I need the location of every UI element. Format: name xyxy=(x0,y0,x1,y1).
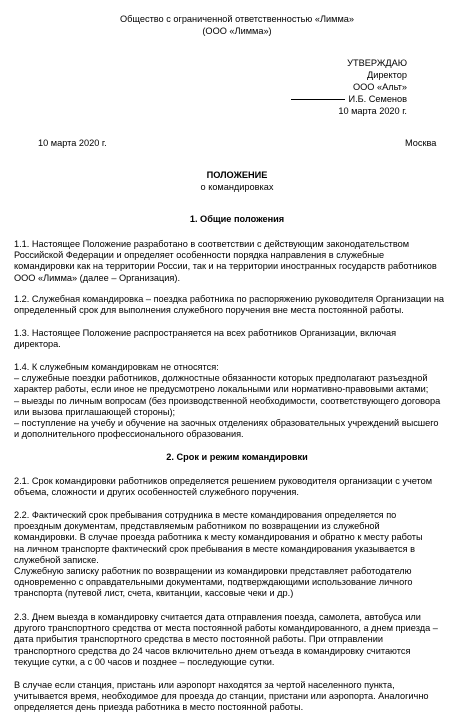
text-line: служебной записке. xyxy=(14,554,99,565)
signature-line xyxy=(291,99,345,100)
paragraph-2-1 xyxy=(14,476,461,498)
text-line: Российской Федерации и определяет особенности порядка направления в служебные xyxy=(14,250,385,261)
text-line: 2.3. Днем выезда в командировку считается дата отправления поезда, самолета, автобуса или xyxy=(14,612,421,622)
text-line: определяется день приезда работника в место постоянной работы. xyxy=(14,702,304,713)
text-line: 1.3. Настоящее Положение распространяется на всех работников Организации, включая xyxy=(14,328,397,338)
approval-signature xyxy=(291,94,407,105)
approval-title: УТВЕРЖДАЮ xyxy=(347,58,407,68)
text-line: 1.2. Служебная командировка – поездка работника по распоряжению руководителя Организации на xyxy=(14,294,445,304)
approval-position: Директор xyxy=(366,70,407,80)
text-line: ООО «Лимма» (далее – Организация). xyxy=(14,272,181,283)
text-line: директора. xyxy=(14,339,61,350)
text-line: транспортного средства до 24 часов включительно днем отъезда в командировку считаются xyxy=(14,645,411,656)
section-1-heading: 1. Общие положения xyxy=(189,214,285,224)
paragraph-2-2 xyxy=(14,510,461,600)
text-line: В случае если станция, пристань или аэропорт находятся за чертой населенного пункта, xyxy=(14,680,395,690)
text-line: характер работы, если иное не предусмотрено локальными или нормативно-правовыми актами; xyxy=(14,384,429,395)
org-name: Общество с ограниченной ответственностью «Лимма» xyxy=(120,14,354,24)
text-line: 2.1. Срок командировки работников определяется решением руководителя организации с учетом xyxy=(14,476,433,486)
section-2-heading: 2. Срок и режим командировки xyxy=(166,452,308,462)
text-line: текущие сутки, а с 00 часов и позднее – последующие сутки. xyxy=(14,656,275,667)
document-city: Москва xyxy=(405,138,437,148)
document-title: ПОЛОЖЕНИЕ xyxy=(206,170,268,180)
paragraph-1-1 xyxy=(14,239,461,284)
paragraph-2-3 xyxy=(14,612,461,668)
text-line: учитывается время, необходимое для проезда до станции, пристани или аэропорта. Аналогично xyxy=(14,691,429,702)
approval-signatory: И.Б. Семенов xyxy=(348,94,407,104)
paragraph-1-2 xyxy=(14,294,461,316)
text-line: – служебные поездки работников, должностные обязанности которых предполагают разъездной xyxy=(14,373,428,384)
paragraph-2-3-continued xyxy=(14,680,461,714)
text-line: – выезды по личным вопросам (без производственной необходимости, соответствующего договора xyxy=(14,395,441,406)
paragraph-1-4 xyxy=(14,362,461,440)
approval-date: 10 марта 2020 г. xyxy=(338,106,407,116)
text-line: Служебную записку работник по возвращении из командировки представляет работодателю xyxy=(14,566,412,577)
text-line: командировки. В случае проезда работника к месту командирования и обратно к месту работы xyxy=(14,532,423,543)
text-line: дата прибытия транспортного средства в место постоянной работы. При отправлении xyxy=(14,634,384,645)
text-line: другого транспортного средства от места постоянной работы командированного, а днем приезда – xyxy=(14,623,438,634)
text-line: 1.1. Настоящее Положение разработано в соответствии с действующим законодательством xyxy=(14,239,410,249)
text-line: проездным документам, представляемым работником по возвращении из служебной xyxy=(14,521,380,532)
org-short-name: (ООО «Лимма») xyxy=(202,26,272,36)
text-line: определенный срок для выполнения служебного поручения вне места постоянной работы. xyxy=(14,305,404,316)
text-line: и дополнительного профессионального образования. xyxy=(14,429,244,440)
text-line: командировки как на территории России, так и на территории иностранных государств работников xyxy=(14,261,437,272)
text-line: 2.2. Фактический срок пребывания сотрудника в месте командирования определяется по xyxy=(14,510,397,520)
text-line: одновременно с оправдательными документами, подтверждающими использование личного xyxy=(14,577,413,588)
text-line: или вызова приглашающей стороны); xyxy=(14,406,176,417)
document-subtitle: о командировках xyxy=(200,182,274,192)
document-date: 10 марта 2020 г. xyxy=(38,138,107,148)
approval-company: ООО «Альт» xyxy=(353,82,407,92)
text-line: объема, сложности и других особенностей служебного поручения. xyxy=(14,487,299,498)
text-line: транспорта (путевой лист, счета, квитанции, кассовые чеки и др.) xyxy=(14,588,294,599)
text-line: на личном транспорте фактический срок пребывания в месте командирования указывается в xyxy=(14,543,416,554)
paragraph-1-3 xyxy=(14,328,461,350)
text-line: 1.4. К служебным командировкам не относятся: xyxy=(14,362,219,372)
text-line: – поступление на учебу и обучение на заочных отделениях образовательных учреждений высшего xyxy=(14,418,439,429)
